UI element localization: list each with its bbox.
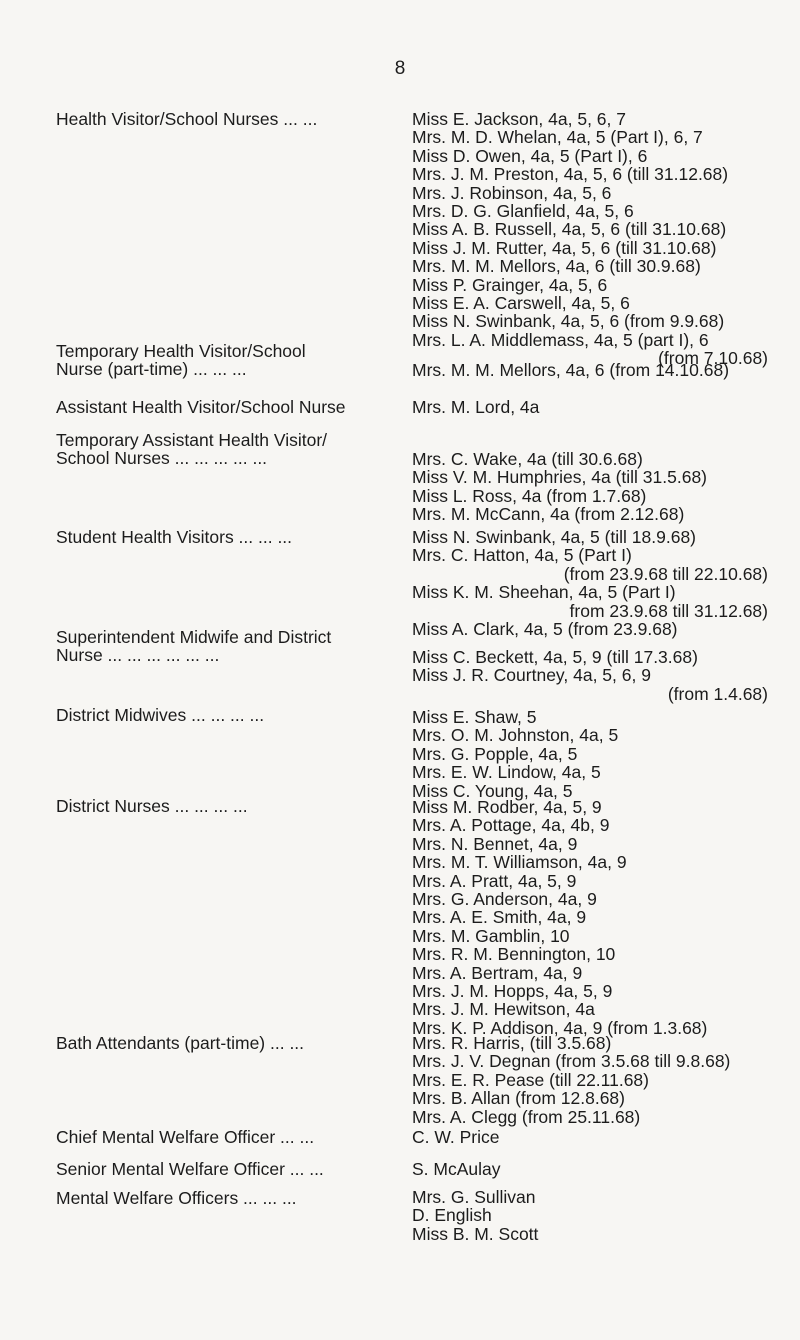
role-title [56, 398, 388, 416]
staff-name-entry: Mrs. M. D. Whelan, 4a, 5 (Part I), 6, 7 [412, 127, 703, 148]
staff-names [412, 798, 768, 1037]
staff-name-entry: Mrs. M. M. Mellors, 4a, 6 (till 30.9.68) [412, 256, 701, 277]
role-title [56, 528, 388, 546]
role-title-line: District Midwives ... ... ... ... [56, 705, 265, 725]
staff-name-entry: Mrs. M. T. Williamson, 4a, 9 [412, 852, 627, 873]
staff-name-entry: Mrs. C. Wake, 4a (till 30.6.68) [412, 449, 643, 469]
staff-name-entry: from 23.9.68 till 31.12.68) [569, 600, 768, 621]
role-title-line: Mental Welfare Officers ... ... ... [56, 1188, 297, 1208]
role-title-line: Temporary Assistant Health Visitor/ [56, 430, 328, 450]
staff-name-entry: Miss N. Swinbank, 4a, 5 (till 18.9.68) [412, 527, 697, 547]
role-title [56, 706, 388, 724]
staff-name-entry: Mrs. O. M. Johnston, 4a, 5 [412, 725, 619, 746]
staff-name-entry: (from 7.10.68) [658, 348, 768, 369]
role-title-line: Student Health Visitors ... ... ... [56, 527, 293, 547]
page-number: 8 [394, 58, 406, 79]
staff-name-entry: Mrs. A. Pratt, 4a, 5, 9 [412, 870, 577, 891]
staff-name-entry: Mrs. L. A. Middlemass, 4a, 5 (part I), 6 [412, 329, 709, 350]
staff-name-entry: (from 1.4.68) [667, 683, 768, 704]
staff-name-entry: Mrs. J. M. Hewitson, 4a [412, 999, 595, 1020]
staff-name-entry: Mrs. M. Gamblin, 10 [412, 925, 570, 946]
staff-names [412, 1188, 768, 1243]
role-title-line: Assistant Health Visitor/School Nurse [56, 397, 346, 417]
role-title-line: Bath Attendants (part-time) ... ... [56, 1033, 305, 1053]
role-title-line: Temporary Health Visitor/School [56, 341, 306, 361]
staff-names [412, 110, 768, 368]
staff-name-entry: Mrs. M. Lord, 4a [412, 397, 540, 417]
staff-name-entry: Miss E. A. Carswell, 4a, 5, 6 [412, 293, 630, 314]
role-title [56, 797, 388, 815]
role-title-line: District Nurses ... ... ... ... [56, 796, 248, 816]
staff-name-entry: D. English [412, 1205, 492, 1226]
staff-name-entry: Miss N. Swinbank, 4a, 5, 6 (from 9.9.68) [412, 311, 725, 332]
staff-name-entry: Miss L. Ross, 4a (from 1.7.68) [412, 485, 647, 506]
staff-name-entry: Mrs. A. Pottage, 4a, 4b, 9 [412, 815, 610, 836]
staff-name-entry: Mrs. N. Bennet, 4a, 9 [412, 833, 578, 854]
staff-names [412, 1160, 768, 1178]
staff-name-entry: (from 23.9.68 till 22.10.68) [563, 563, 768, 584]
staff-name-entry: Mrs. B. Allan (from 12.8.68) [412, 1088, 625, 1109]
staff-name-entry: Mrs. D. G. Glanfield, 4a, 5, 6 [412, 201, 634, 222]
staff-name-entry: Miss E. Shaw, 5 [412, 707, 537, 727]
staff-name-entry: Miss M. Rodber, 4a, 5, 9 [412, 797, 602, 817]
staff-name-entry: Miss C. Young, 4a, 5 [412, 780, 573, 801]
staff-names [412, 398, 768, 416]
staff-name-entry: Mrs. J. M. Hopps, 4a, 5, 9 [412, 981, 613, 1002]
staff-name-entry: Mrs. G. Popple, 4a, 5 [412, 743, 578, 764]
staff-name-entry: Mrs. A. Clegg (from 25.11.68) [412, 1106, 641, 1127]
staff-name-entry: Miss A. Clark, 4a, 5 (from 23.9.68) [412, 619, 678, 640]
staff-names [412, 648, 768, 703]
staff-name-entry: Mrs. J. V. Degnan (from 3.5.68 till 9.8.68) [412, 1051, 731, 1072]
staff-name-entry: Mrs. A. E. Smith, 4a, 9 [412, 907, 587, 928]
staff-name-entry: Mrs. J. Robinson, 4a, 5, 6 [412, 182, 612, 203]
staff-name-entry: Mrs. G. Sullivan [412, 1187, 536, 1207]
role-title-line: Health Visitor/School Nurses ... ... [56, 109, 318, 129]
role-title-line: Nurse (part-time) ... ... ... [56, 359, 247, 379]
staff-names [412, 528, 768, 638]
role-title [56, 1160, 388, 1178]
role-title-line: Superintendent Midwife and District [56, 627, 332, 647]
role-title-line: Chief Mental Welfare Officer ... ... [56, 1127, 315, 1147]
role-title-line: Senior Mental Welfare Officer ... ... [56, 1159, 324, 1179]
staff-name-entry: Miss D. Owen, 4a, 5 (Part I), 6 [412, 145, 648, 166]
role-title [56, 342, 388, 378]
role-title-line: School Nurses ... ... ... ... ... [56, 448, 268, 468]
staff-names [412, 708, 768, 800]
staff-name-entry: C. W. Price [412, 1127, 500, 1147]
staff-name-entry: Mrs. E. W. Lindow, 4a, 5 [412, 762, 601, 783]
staff-name-entry: Miss J. R. Courtney, 4a, 5, 6, 9 [412, 665, 651, 686]
staff-name-entry: Mrs. M. McCann, 4a (from 2.12.68) [412, 504, 685, 525]
staff-name-entry: Mrs. E. R. Pease (till 22.11.68) [412, 1069, 649, 1090]
staff-name-entry: S. McAulay [412, 1159, 501, 1179]
staff-name-entry: Mrs. G. Anderson, 4a, 9 [412, 889, 597, 910]
staff-name-entry: Mrs. R. Harris, (till 3.5.68) [412, 1033, 612, 1053]
staff-name-entry: Mrs. J. M. Preston, 4a, 5, 6 (till 31.12.68) [412, 164, 729, 185]
role-title [56, 1128, 388, 1146]
staff-name-entry: Miss C. Beckett, 4a, 5, 9 (till 17.3.68) [412, 647, 698, 667]
staff-name-entry: Mrs. C. Hatton, 4a, 5 (Part I) [412, 545, 632, 566]
staff-name-entry: Mrs. R. M. Bennington, 10 [412, 944, 616, 965]
role-title [56, 1189, 388, 1207]
role-title [56, 1034, 388, 1052]
role-title [56, 431, 388, 467]
staff-name-entry: Miss E. Jackson, 4a, 5, 6, 7 [412, 109, 626, 129]
staff-name-entry: Miss P. Grainger, 4a, 5, 6 [412, 274, 608, 295]
staff-name-entry: Miss A. B. Russell, 4a, 5, 6 (till 31.10.68) [412, 219, 727, 240]
role-title-line: Nurse ... ... ... ... ... ... [56, 645, 220, 665]
staff-names [412, 1034, 768, 1126]
staff-name-entry: Miss V. M. Humphries, 4a (till 31.5.68) [412, 467, 708, 488]
staff-names [412, 1128, 768, 1146]
staff-name-entry: Miss J. M. Rutter, 4a, 5, 6 (till 31.10.68) [412, 237, 717, 258]
staff-name-entry: Mrs. A. Bertram, 4a, 9 [412, 962, 583, 983]
staff-name-entry: Mrs. K. P. Addison, 4a, 9 (from 1.3.68) [412, 1017, 708, 1038]
staff-names [412, 361, 768, 379]
staff-name-entry: Mrs. M. M. Mellors, 4a, 6 (from 14.10.68) [412, 360, 730, 380]
role-title [56, 628, 388, 664]
staff-name-entry: Miss B. M. Scott [412, 1223, 539, 1244]
role-title [56, 110, 388, 128]
staff-name-entry: Miss K. M. Sheehan, 4a, 5 (Part I) [412, 582, 676, 603]
staff-names [412, 450, 768, 524]
